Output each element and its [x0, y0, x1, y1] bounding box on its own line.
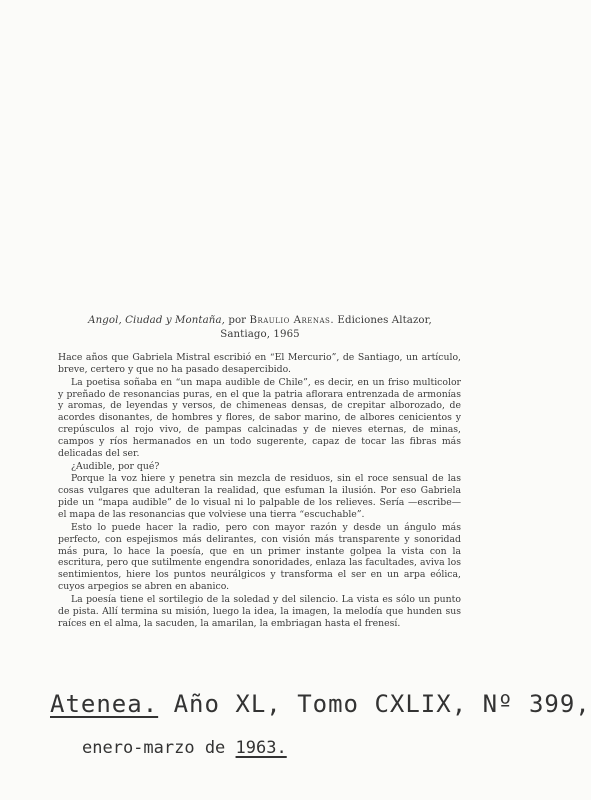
- paragraph-6: La poesía tiene el sortilegio de la soledad y del silencio. La vista es sólo un punto de pista. Allí termina su misión, luego la idea, la imagen, la melodía que hunden sus raíces en el alma, la sacuden, la amarilan, la embriagan hasta el frenesí.: [58, 593, 461, 629]
- paragraph-3: ¿Audible, por qué?: [71, 460, 160, 472]
- author-name: Braulio Arenas.: [249, 315, 335, 326]
- paragraph-1: Hace años que Gabriela Mistral escribió en “El Mercurio”, de Santiago, un artículo, breve, certero y que no ha pasado desapercibido.: [58, 352, 461, 375]
- work-title: Angol, Ciudad y Montaña,: [88, 315, 225, 326]
- paragraph-5: Esto lo puede hacer la radio, pero con mayor razón y desde un ángulo más perfecto, con espejismos más delirantes, con visión más transparente y sonoridad más pura, lo hace la poesía, que en un primer instante golpea la vista con la escritura, pero que sutilmente engendra sonoridades, enlaza las facultades, aviva los sentimientos, hiere los puntos neurálgicos y transforma el ser en un arpa eólica, cuyos arpegios se abren en abanico.: [58, 521, 461, 593]
- handwritten-date: [82, 738, 287, 758]
- publisher: Ediciones Altazor,: [337, 315, 432, 326]
- by-word: por: [228, 315, 247, 326]
- handwritten-date-year: 1963.: [235, 738, 287, 758]
- paragraph-4: Porque la voz hiere y penetra sin mezcla de residuos, sin el roce sensual de las cosas vulgares que adulteran la realidad, que esfuman la ilusión. Por eso Gabriela pide un “mapa audible” de lo visual ni lo palpable de los relieves. Sería —escribe— el mapa de las resonancias que volviese una tierra “escuchable”.: [58, 473, 461, 520]
- place-year: Santiago, 1965: [220, 329, 300, 340]
- handwritten-volume: Año XL, Tomo CXLIX, Nº 399,: [173, 690, 591, 718]
- handwritten-journal: Atenea.: [50, 690, 159, 718]
- handwritten-citation: [50, 690, 591, 718]
- handwritten-date-prefix: enero-marzo de: [82, 738, 226, 758]
- review-body: [58, 352, 461, 629]
- paragraph-2: La poetisa soñaba en “un mapa audible de Chile”, es decir, en un friso multicolor y preñado de resonancias puras, en el que la patria aflorara entrenzada de armonías y aromas, de leyendas y versos, de chimeneas densas, de crepitar alborozado, de acordes disonantes, de hombres y flores, de sabor marino, de albores cenicientos y crepúsculos al rojo vivo, de pampas calcinadas y de nieves eternas, de minas, campos y ríos hermanados en un todo sugerente, capaz de tocar las fibras más delicadas del ser.: [58, 376, 461, 459]
- review-header: [60, 314, 460, 342]
